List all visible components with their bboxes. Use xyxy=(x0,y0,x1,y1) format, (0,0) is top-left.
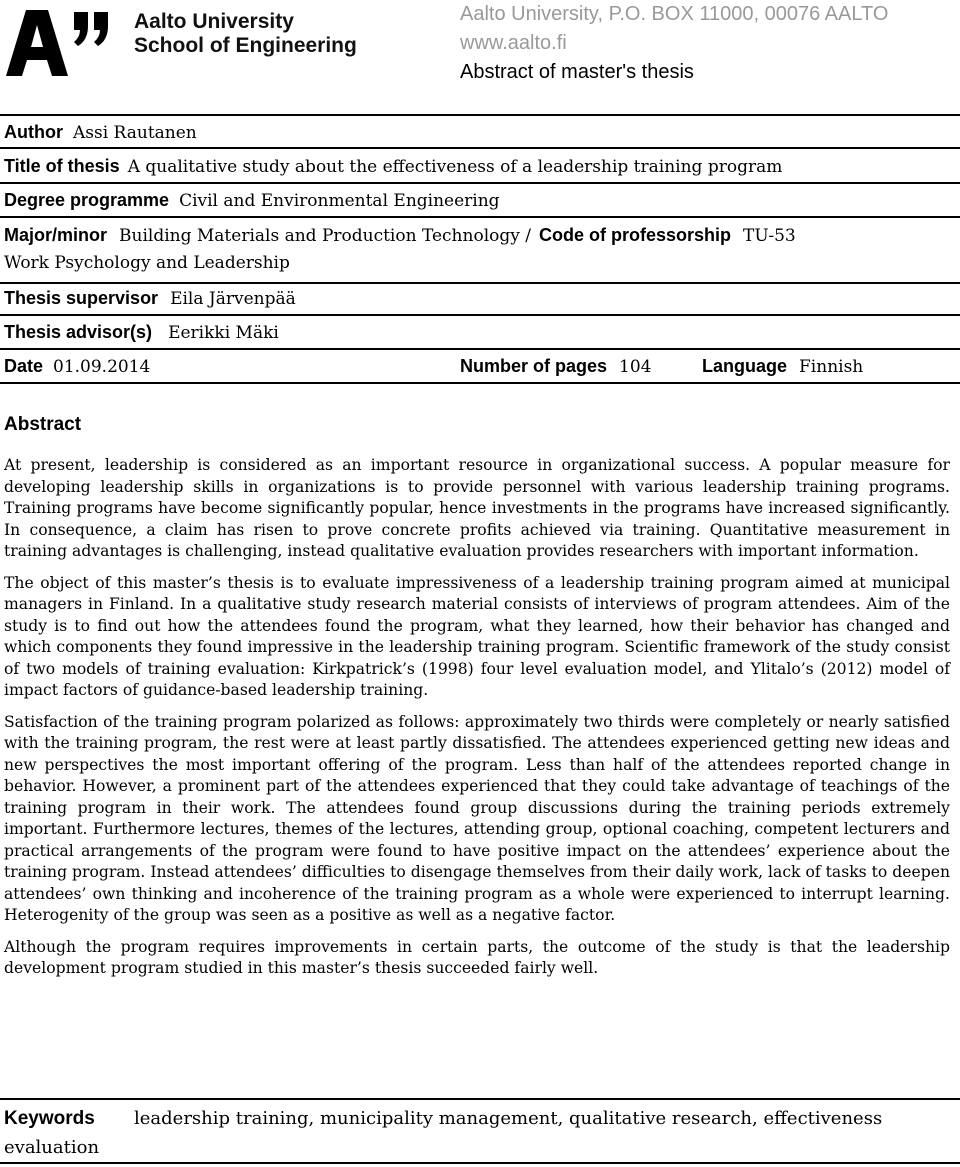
date-value: 01.09.2014 xyxy=(53,357,151,377)
degree-row xyxy=(4,188,500,214)
abstract-paragraph: Although the program requires improvements in certain parts, the outcome of the study is that the leadership development program studied in this master’s thesis succeeded fairly well. xyxy=(4,937,950,977)
aalto-logo-mark-icon xyxy=(6,6,116,78)
title-row xyxy=(4,154,782,180)
degree-value: Civil and Environmental Engineering xyxy=(179,191,500,211)
minor-row xyxy=(4,251,290,276)
divider xyxy=(0,348,960,350)
date-row xyxy=(4,354,150,380)
divider xyxy=(0,216,960,218)
website-link[interactable]: www.aalto.fi xyxy=(460,32,567,54)
date-label: Date xyxy=(4,356,44,376)
aalto-logo xyxy=(6,6,386,78)
keywords-row xyxy=(4,1104,952,1162)
abstract-heading: Abstract xyxy=(4,414,82,435)
code-label: Code of professorship xyxy=(538,225,731,245)
minor-value: Work Psychology and Leadership xyxy=(4,253,290,273)
author-row xyxy=(4,120,197,146)
language-value: Finnish xyxy=(799,357,864,377)
abstract-paragraph: Satisfaction of the training program polarized as follows: approximately two thirds were completely or nearly satisfied with the training program, the rest were at least partly dissatisfied. The attendees experienced getting new ideas and new perspectives the most important offering of the program. Less than half of the attendees reported change in behavior. However, a prominent part of the attendees experienced that they could take advantage of teachings of the training program in their work. The attendees found group discussions during the training periods extremely important. Furthermore lectures, themes of the lectures, attending group, optional coaching, competent lecturers and practical arrangements of the program were found to have positive impact on the attendees’ experience about the training program. Instead attendees’ difficulties to disengage themselves from their daily work, lack of tasks to deepen attendees’ own thinking and incoherence of the training program as a whole were experienced to interrupt learning. Heterogenity of the group was seen as a positive as well as a negative factor. xyxy=(4,712,950,924)
divider xyxy=(0,147,960,149)
degree-label: Degree programme xyxy=(4,190,170,210)
title-value: A qualitative study about the effectiveness of a leadership training program xyxy=(127,157,783,177)
advisor-label: Thesis advisor(s) xyxy=(4,322,153,342)
title-label: Title of thesis xyxy=(4,156,120,176)
major-value: Building Materials and Production Technology / xyxy=(119,226,531,246)
supervisor-row xyxy=(4,286,296,312)
logo-university: Aalto University xyxy=(134,10,294,33)
divider xyxy=(0,382,960,384)
divider xyxy=(0,1162,960,1164)
major-row xyxy=(4,223,796,249)
abstract-paragraph: The object of this master’s thesis is to evaluate impressiveness of a leadership training program aimed at municipal managers in Finland. In a qualitative study research material consists of interviews of program attendees. Aim of the study is to find out how the attendees found the program, what they learned, how their behavior has changed and which components they found impressive in the leadership training program. Scientific framework of the study consist of two models of training evaluation: Kirkpatrick’s (1998) four level evaluation model, and Ylitalo’s (2012) model of impact factors of guidance-based leadership training. xyxy=(4,573,950,699)
supervisor-label: Thesis supervisor xyxy=(4,288,159,308)
divider xyxy=(0,182,960,184)
keywords-value: leadership training, municipality management, qualitative research, effectiveness evaluation xyxy=(4,1108,883,1158)
divider xyxy=(0,314,960,316)
supervisor-value: Eila Järvenpää xyxy=(170,289,296,309)
language-row xyxy=(702,354,863,380)
abstract-body xyxy=(4,455,950,990)
address: Aalto University, P.O. BOX 11000, 00076 AALTO xyxy=(460,3,889,25)
document-title: Abstract of master's thesis xyxy=(460,61,694,83)
pages-label: Number of pages xyxy=(460,356,608,376)
author-value: Assi Rautanen xyxy=(72,123,197,143)
divider xyxy=(0,1098,960,1100)
advisor-row xyxy=(4,320,279,346)
pages-row xyxy=(460,354,651,380)
logo-school: School of Engineering xyxy=(134,34,357,57)
divider xyxy=(0,282,960,284)
advisor-value: Eerikki Mäki xyxy=(168,323,279,343)
header-divider xyxy=(0,114,960,116)
author-label: Author xyxy=(4,122,63,142)
code-value: TU-53 xyxy=(743,226,796,246)
language-label: Language xyxy=(702,356,788,376)
pages-value: 104 xyxy=(619,357,652,377)
abstract-paragraph: At present, leadership is considered as an important resource in organizational success. A popular measure for developing leadership skills in organizations is to provide personnel with various leadership training programs. Training programs have become significantly popular, hence investments in the programs have increased significantly. In consequence, a claim has risen to prove concrete profits achieved via training. Quantitative measurement in training advantages is challenging, instead qualitative evaluation provides researchers with important information. xyxy=(4,456,950,560)
keywords-label: Keywords xyxy=(4,1108,95,1129)
major-label: Major/minor xyxy=(4,225,108,245)
header-info xyxy=(460,0,888,87)
